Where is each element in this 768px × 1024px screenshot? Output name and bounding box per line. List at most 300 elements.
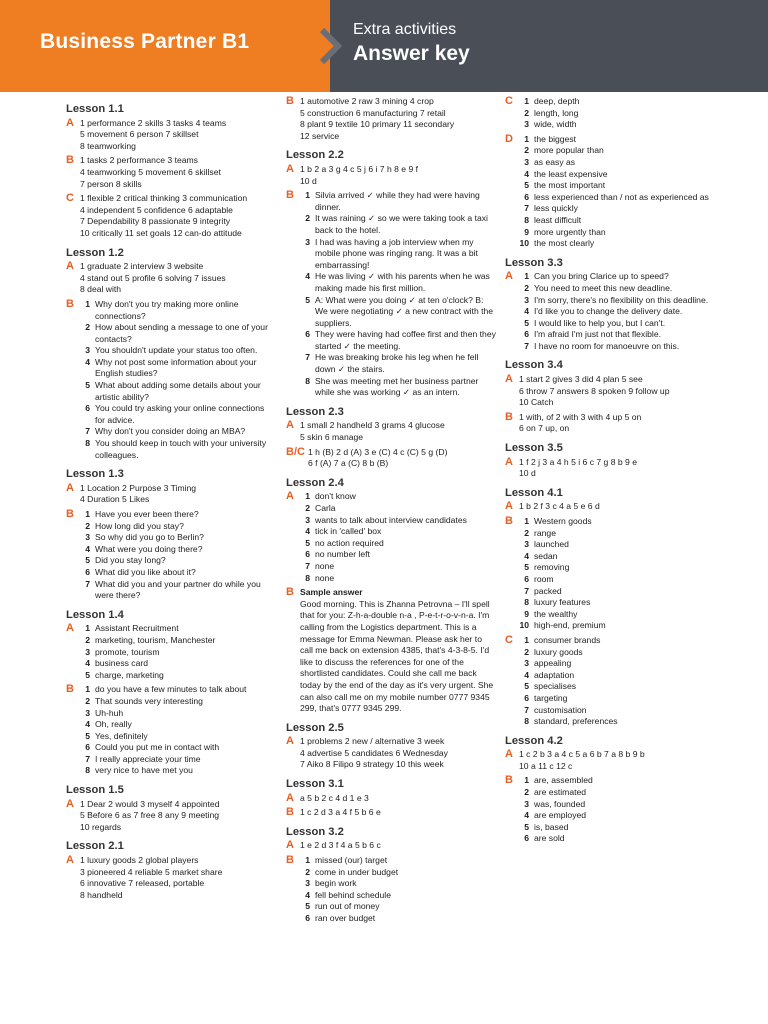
exercise-letter: C: [505, 633, 513, 646]
item-number: 1: [524, 96, 529, 106]
item-number: 4: [524, 669, 529, 680]
exercise-body: [519, 775, 720, 845]
item-number: 3: [524, 798, 529, 809]
item-number: 3: [524, 119, 529, 130]
item-text: the biggest: [534, 133, 577, 144]
answer-row: 1 Location 2 Purpose 3 Timing: [80, 482, 197, 493]
exercise-body: [519, 412, 720, 435]
exercise-body: [80, 855, 276, 901]
answer-item: [519, 799, 720, 811]
exercise: [66, 483, 276, 506]
item-number: 2: [524, 646, 529, 657]
answer-row: 8 handheld: [80, 889, 123, 900]
item-number: 8: [85, 765, 90, 776]
item-text: I would like to help you, but I can't.: [534, 317, 666, 328]
answer-item: [80, 357, 276, 380]
item-text: Did you stay long?: [95, 555, 166, 566]
item-number: 1: [85, 684, 90, 695]
item-text: was, founded: [534, 798, 586, 809]
exercise-body: [519, 271, 720, 352]
answer-row: 1 h (B) 2 d (A) 3 e (C) 4 c (C) 5 g (D): [308, 446, 448, 457]
item-text: consumer brands: [534, 634, 601, 645]
item-number: 8: [305, 572, 310, 583]
item-number: 8: [524, 716, 529, 727]
lesson-heading: Lesson 1.4: [66, 608, 124, 621]
exercise: [286, 96, 496, 142]
exercise-body: [300, 840, 496, 852]
answer-item: [519, 227, 720, 239]
answer-item: [300, 890, 496, 902]
item-text: That sounds very interesting: [95, 695, 203, 706]
answer-row: 5 Before 6 as 7 free 8 any 9 meeting: [80, 810, 220, 821]
item-number: 3: [85, 345, 90, 356]
item-text: Uh-huh: [95, 707, 124, 718]
lesson-heading: Lesson 3.5: [505, 442, 563, 455]
answer-item: [519, 810, 720, 822]
item-text: So why did you go to Berlin?: [95, 532, 204, 543]
answer-item: [519, 658, 720, 670]
item-text: wide, width: [534, 119, 577, 130]
exercise-letter: A: [286, 839, 294, 852]
item-text: targeting: [534, 692, 568, 703]
answer-item: [80, 731, 276, 743]
answer-item: [519, 528, 720, 540]
answer-item: [519, 169, 720, 181]
exercise: [66, 623, 276, 681]
answer-item: [519, 329, 720, 341]
item-number: 2: [85, 322, 90, 333]
answer-row: 10 Catch: [519, 397, 554, 408]
exercise-body: [80, 483, 276, 506]
item-number: 2: [524, 787, 529, 798]
item-number: 1: [524, 133, 529, 144]
item-text: the wealthy: [534, 608, 578, 619]
answer-item: [519, 833, 720, 845]
item-text: adaptation: [534, 669, 575, 680]
answer-item: [519, 775, 720, 787]
exercise: [505, 412, 720, 435]
answer-item: [519, 203, 720, 215]
exercise-letter: A: [286, 162, 294, 175]
answer-item: [519, 180, 720, 192]
item-number: 3: [524, 658, 529, 669]
item-text: the most clearly: [534, 238, 595, 249]
answer-item: [519, 562, 720, 574]
item-text: missed (our) target: [315, 855, 388, 866]
exercise: [505, 134, 720, 250]
answer-item: [300, 515, 496, 527]
answer-row: 10 regards: [80, 821, 122, 832]
answer-row: 1 graduate 2 interview 3 website: [80, 261, 204, 272]
item-text: are estimated: [534, 787, 587, 798]
answer-item: [300, 573, 496, 585]
exercise-letter: B: [286, 189, 294, 202]
exercise: [286, 807, 496, 819]
answer-item: [519, 119, 720, 131]
item-number: 2: [85, 695, 90, 706]
answer-row: 10 critically 11 set goals 12 can-do attitude: [80, 227, 242, 238]
answer-row: 1 Dear 2 would 3 myself 4 appointed: [80, 798, 220, 809]
answer-item: [80, 635, 276, 647]
answer-item: [80, 754, 276, 766]
answer-item: [519, 295, 720, 307]
answer-item: [300, 190, 496, 213]
exercise-letter: A: [66, 481, 74, 494]
item-text: What did you like about it?: [95, 566, 196, 577]
exercise: [66, 799, 276, 834]
item-text: What about adding some details about your artistic ability?: [95, 380, 261, 402]
sample-answer-text: Good morning. This is Zhanna Petrovna – I'll spell that for you: Z-h-a-double n-a , P-e-t-r-o-v-n-a. I'm calling from the Logistics department. This is a message for Emma Newman. Please ask her to call me back on extension 4385, that's 4-3-8-5. I'd like to discuss the references for one of the shortlisted candidates. Could she call me back today by the end of the day as it's very urgent. She can also call me on my mobile number 0777 9345 299, that's 0777 9345 299.: [300, 598, 494, 714]
item-number: 5: [524, 821, 529, 832]
answer-row: 1 luxury goods 2 global players: [80, 855, 199, 866]
exercise-letter: A: [505, 500, 513, 513]
exercise: [286, 190, 496, 399]
item-text: tick in 'called' box: [315, 526, 382, 537]
answer-item: [519, 597, 720, 609]
chevron-right-icon: [318, 28, 342, 64]
exercise-body: [300, 807, 496, 819]
answer-item: [519, 283, 720, 295]
answer-row: 5 skin 6 manage: [300, 432, 364, 443]
item-text: Yes, definitely: [95, 730, 148, 741]
exercise-body: [80, 193, 276, 239]
exercise-body: [80, 299, 276, 461]
exercise: [66, 261, 276, 296]
answer-row: 1 flexible 2 critical thinking 3 communication: [80, 193, 248, 204]
answer-item: [80, 438, 276, 461]
exercise-body: [80, 509, 276, 602]
exercise: [505, 501, 720, 513]
exercise: [286, 840, 496, 852]
item-text: do you have a few minutes to talk about: [95, 684, 247, 695]
answer-row: 6 f (A) 7 a (C) 8 b (B): [308, 458, 389, 469]
item-text: very nice to have met you: [95, 765, 193, 776]
answer-item: [80, 509, 276, 521]
exercise: [505, 457, 720, 480]
exercise-body: [300, 736, 496, 771]
answer-item: [300, 855, 496, 867]
header-subtitle: Extra activities: [353, 21, 457, 38]
item-number: 5: [85, 555, 90, 566]
item-number: 2: [305, 503, 310, 513]
answer-row: 1 performance 2 skills 3 tasks 4 teams: [80, 117, 227, 128]
item-text: luxury features: [534, 597, 591, 608]
brand-title: Business Partner B1: [40, 30, 250, 53]
answer-item: [300, 295, 496, 330]
item-number: 1: [305, 190, 310, 201]
item-text: Assistant Recruitment: [95, 623, 179, 634]
answer-row: 7 Aiko 8 Filipo 9 strategy 10 this week: [300, 759, 444, 770]
exercise-body: [80, 623, 276, 681]
answer-item: [80, 544, 276, 556]
answer-item: [300, 867, 496, 879]
lesson-heading: Lesson 2.5: [286, 721, 344, 734]
answer-item: [519, 647, 720, 659]
answer-row: 8 teamworking: [80, 140, 136, 151]
item-number: 1: [305, 491, 310, 502]
item-text: length, long: [534, 107, 579, 118]
exercise: [66, 684, 276, 777]
exercise: [505, 271, 720, 352]
answer-item: [519, 271, 720, 283]
item-text: Why not post some information about your English studies?: [95, 356, 257, 379]
answer-item: [519, 670, 720, 682]
item-number: 1: [524, 634, 529, 645]
answer-item: [519, 551, 720, 563]
answer-row: 5 movement 6 person 7 skillset: [80, 129, 199, 140]
exercise-body: [80, 799, 276, 834]
answer-item: [300, 538, 496, 550]
item-text: no action required: [315, 537, 384, 548]
answer-item: [519, 157, 720, 169]
answer-item: [80, 521, 276, 533]
item-text: less quickly: [534, 203, 578, 214]
answer-item: [300, 549, 496, 561]
answer-item: [300, 271, 496, 294]
item-text: business card: [95, 658, 149, 669]
item-text: least difficult: [534, 214, 582, 225]
exercise-body: [519, 516, 720, 632]
item-number: 3: [524, 156, 529, 167]
sample-answer-heading: Sample answer: [300, 587, 363, 598]
exercise-letter: A: [505, 270, 513, 283]
item-text: the most important: [534, 180, 606, 191]
exercise: [286, 420, 496, 443]
answer-row: 1 small 2 handheld 3 grams 4 glucose: [300, 420, 445, 431]
answer-row: 4 Duration 5 Likes: [80, 494, 150, 505]
answer-item: [80, 647, 276, 659]
exercise-letter: A: [286, 735, 294, 748]
answer-item: [300, 503, 496, 515]
item-text: You should keep in touch with your university colleagues.: [95, 438, 267, 460]
exercise-letter: B: [286, 586, 294, 599]
exercise-letter: A: [66, 797, 74, 810]
item-number: 5: [85, 669, 90, 680]
page-header: [0, 0, 768, 92]
exercise-body: [300, 855, 496, 925]
item-number: 6: [305, 549, 310, 560]
answer-item: [519, 620, 720, 632]
item-number: 6: [524, 692, 529, 703]
answer-item: [80, 658, 276, 670]
item-number: 4: [305, 271, 310, 282]
item-number: 4: [85, 356, 90, 367]
column-1: [66, 96, 276, 904]
exercise-letter: B: [505, 515, 513, 527]
exercise-body: [300, 164, 496, 187]
exercise: [66, 193, 276, 239]
exercise: [66, 155, 276, 190]
lesson-heading: Lesson 2.4: [286, 476, 344, 489]
answer-item: [80, 684, 276, 696]
item-number: 1: [85, 298, 90, 309]
answer-item: [519, 341, 720, 353]
item-text: Could you put me in contact with: [95, 742, 220, 753]
exercise-body: [300, 190, 496, 399]
answer-item: [80, 532, 276, 544]
answer-item: [519, 318, 720, 330]
answer-row: 4 teamworking 5 movement 6 skillset: [80, 166, 221, 177]
item-text: She was meeting met her business partner while she was working ✓ as an intern.: [315, 375, 479, 398]
item-text: more urgently than: [534, 226, 606, 237]
exercise-letter: B: [66, 297, 74, 310]
column-3: [505, 96, 720, 848]
item-number: 4: [524, 550, 529, 561]
item-text: ran over budget: [315, 913, 376, 923]
item-text: How long did you stay?: [95, 520, 184, 531]
answer-item: [519, 574, 720, 586]
exercise-letter: A: [505, 748, 513, 761]
item-text: sedan: [534, 550, 558, 561]
item-number: 7: [85, 426, 90, 437]
item-text: specialises: [534, 681, 577, 692]
exercise-letter: B: [66, 154, 74, 167]
item-text: run out of money: [315, 901, 380, 912]
exercise: [505, 96, 720, 131]
exercise-letter: A: [66, 116, 74, 129]
exercise-body: [300, 793, 496, 805]
answer-item: [80, 426, 276, 438]
item-text: You shouldn't update your status too often.: [95, 345, 258, 356]
exercise-letter: B: [66, 683, 74, 696]
lesson-heading: Lesson 2.1: [66, 840, 124, 853]
exercise-letter: C: [505, 95, 513, 107]
lesson-heading: Lesson 3.2: [286, 825, 344, 838]
item-number: 2: [85, 520, 90, 531]
item-text: They were having had coffee first and then they started ✓ the meeting.: [315, 329, 496, 351]
answer-row: 12 service: [300, 130, 340, 141]
answer-item: [80, 579, 276, 602]
answer-row: 1 problems 2 new / alternative 3 week: [300, 736, 445, 747]
item-text: Can you bring Clarice up to speed?: [534, 271, 669, 282]
item-text: Why don't you consider doing an MBA?: [95, 426, 246, 437]
exercise: [286, 855, 496, 925]
item-text: none: [315, 560, 335, 571]
lesson-heading: Lesson 3.4: [505, 359, 563, 372]
exercise-letter: B: [286, 95, 294, 107]
answer-row: 1 start 2 gives 3 did 4 plan 5 see: [519, 374, 643, 385]
item-number: 8: [85, 438, 90, 449]
item-text: What were you doing there?: [95, 543, 203, 554]
answer-item: [300, 352, 496, 375]
item-number: 5: [85, 730, 90, 741]
item-number: 6: [524, 833, 529, 844]
column-2: [286, 96, 496, 928]
answer-row: 1 c 2 d 3 a 4 f 5 b 6 e: [300, 807, 381, 818]
item-number: 2: [524, 145, 529, 156]
exercise-letter: A: [66, 854, 74, 867]
exercise: [286, 164, 496, 187]
item-text: no number left: [315, 549, 370, 560]
item-number: 1: [524, 271, 529, 282]
item-text: come in under budget: [315, 866, 399, 877]
exercise-body: [80, 118, 276, 153]
item-number: 10: [519, 620, 529, 631]
exercise-letter: B: [505, 774, 513, 787]
answer-row: a 5 b 2 c 4 d 1 e 3: [300, 792, 369, 803]
exercise: [505, 749, 720, 772]
answer-item: [519, 716, 720, 728]
answer-item: [80, 567, 276, 579]
answer-item: [519, 787, 720, 799]
item-text: promote, tourism: [95, 646, 160, 657]
item-text: You need to meet this new deadline.: [534, 282, 673, 293]
item-text: as easy as: [534, 156, 576, 167]
answer-row: 6 on 7 up, on: [519, 423, 570, 434]
item-number: 4: [524, 810, 529, 821]
item-text: I'd like you to change the delivery date.: [534, 306, 683, 317]
exercise-letter: A: [505, 373, 513, 386]
answer-item: [519, 306, 720, 318]
item-text: Why don't you try making more online connections?: [95, 298, 239, 321]
item-number: 4: [305, 889, 310, 900]
lesson-heading: Lesson 4.1: [505, 486, 563, 499]
item-number: 7: [305, 560, 310, 571]
item-number: 7: [305, 352, 310, 363]
item-number: 3: [524, 539, 529, 550]
item-text: customisation: [534, 704, 587, 715]
exercise-letter: B: [66, 508, 74, 520]
lesson-heading: Lesson 2.2: [286, 149, 344, 162]
exercise: [505, 374, 720, 409]
item-number: 3: [524, 294, 529, 305]
exercise-body: [300, 420, 496, 443]
item-text: You could try asking your online connections for advice.: [95, 403, 265, 425]
exercise-body: [300, 587, 496, 715]
item-text: It was raining ✓ so we were taking took a taxi back to the hotel.: [315, 213, 488, 235]
item-number: 2: [305, 866, 310, 877]
item-text: luxury goods: [534, 646, 583, 657]
answer-row: 6 throw 7 answers 8 spoken 9 follow up: [519, 385, 670, 396]
item-number: 6: [85, 566, 90, 577]
exercise: [286, 736, 496, 771]
item-number: 5: [524, 562, 529, 573]
answer-item: [80, 380, 276, 403]
answer-row: 7 person 8 skills: [80, 178, 142, 189]
answer-row: 8 plant 9 textile 10 primary 11 secondary: [300, 119, 455, 130]
exercise: [286, 447, 496, 470]
answer-item: [300, 878, 496, 890]
answer-row: 8 deal with: [80, 284, 122, 295]
item-text: removing: [534, 562, 570, 573]
exercise-body: [519, 635, 720, 728]
item-text: none: [315, 572, 335, 583]
item-text: appealing: [534, 658, 572, 669]
exercise-letter: A: [286, 490, 294, 503]
lesson-heading: Lesson 1.2: [66, 246, 124, 259]
item-text: are sold: [534, 833, 565, 844]
answer-row: 1 b 2 f 3 c 4 a 5 e 6 d: [519, 501, 600, 512]
item-number: 6: [305, 329, 310, 340]
answer-item: [80, 623, 276, 635]
item-text: marketing, tourism, Manchester: [95, 634, 216, 645]
item-text: What did you and your partner do while you were there?: [95, 578, 261, 601]
exercise-letter: A: [286, 419, 294, 432]
answer-row: 4 stand out 5 profile 6 solving 7 issues: [80, 272, 226, 283]
exercise-body: [300, 491, 496, 584]
item-number: 1: [305, 855, 310, 866]
item-text: fell behind schedule: [315, 889, 391, 900]
answer-item: [300, 901, 496, 913]
item-text: high-end, premium: [534, 620, 606, 631]
item-number: 10: [519, 238, 529, 249]
exercise-letter: A: [286, 791, 294, 804]
answer-item: [519, 822, 720, 834]
exercise-body: [80, 261, 276, 296]
item-number: 7: [85, 753, 90, 764]
exercise-body: [519, 96, 720, 131]
answer-item: [300, 526, 496, 538]
